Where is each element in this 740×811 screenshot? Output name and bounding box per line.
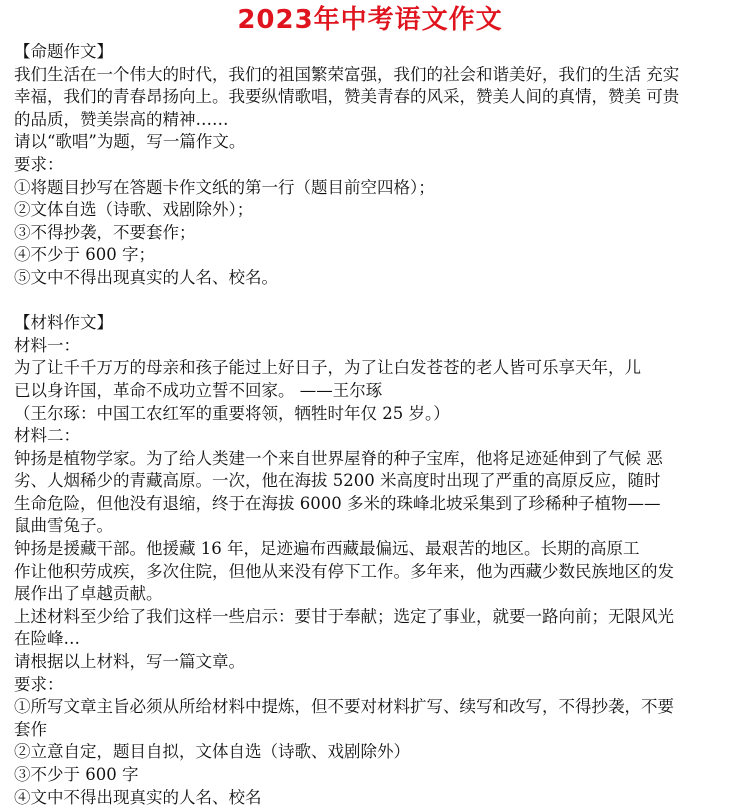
section-heading-topic-essay: 【命题作文】	[14, 42, 113, 61]
requirement-item: ④文中不得出现真实的人名、校名	[14, 787, 262, 807]
material-line: 生命危险，但他没有退缩，终于在海拔 6000 多米的珠峰北坡采集到了珍稀种子植物——	[14, 493, 661, 513]
material-line: 钟扬是植物学家。为了给人类建一个来自世界屋脊的种子宝库，他将足迹延伸到了气候 恶	[14, 448, 663, 468]
material-line: 钟扬是援藏干部。他援藏 16 年，足迹遍布西藏最偏远、最艰苦的地区。长期的高原工	[14, 539, 640, 559]
material-line: 鼠曲雪兔子。	[14, 516, 113, 536]
material-line: 已以身许国，革命不成功立誓不回家。 ——王尔琢	[14, 380, 383, 400]
material-line: 上述材料至少给了我们这样一些启示：要甘于奉献；选定了事业，就要一路向前；无限风光	[14, 606, 674, 626]
requirement-item: ②文体自选（诗歌、戏剧除外）；	[14, 200, 254, 220]
task-instruction: 请根据以上材料，写一篇文章。	[14, 652, 245, 672]
requirement-item: ①将题目抄写在答题卡作文纸的第一行（题目前空四格）；	[14, 177, 435, 197]
requirement-item: ④不少于 600 字；	[14, 245, 155, 265]
material-label: 材料一：	[14, 335, 80, 355]
material-line: 作让他积劳成疾，多次住院，但他从来没有停下工作。多年来，他为西藏少数民族地区的发	[14, 561, 674, 581]
section-heading-material-essay: 【材料作文】	[14, 313, 113, 333]
material-line: 在险峰…	[14, 629, 80, 649]
requirement-item: ①所写文章主旨必须从所给材料中提炼，但不要对材料扩写、续写和改写，不得抄袭，不要	[14, 697, 674, 717]
requirement-item: 套作	[14, 719, 47, 739]
requirement-item: ⑤文中不得出现真实的人名、校名。	[14, 267, 278, 287]
requirements-heading: 要求：	[14, 154, 64, 174]
material-label: 材料二：	[14, 426, 80, 446]
requirement-item: ③不得抄袭，不要套作；	[14, 222, 196, 242]
material-line: 展作出了卓越贡献。	[14, 584, 163, 604]
requirement-item: ③不少于 600 字	[14, 765, 139, 784]
material-line: 为了让千千万万的母亲和孩子能过上好日子，为了让白发苍苍的老人皆可乐享天年，儿	[14, 358, 641, 378]
prompt-line: 我们生活在一个伟大的时代，我们的祖国繁荣富强，我们的社会和谐美好，我们的生活 充实	[14, 64, 680, 84]
material-line: 劣、人烟稀少的青藏高原。一次，他在海拔 5200 米高度时出现了严重的高原反应，随时	[14, 471, 661, 491]
requirement-item: ②立意自定，题目自拟，文体自选（诗歌、戏剧除外）	[14, 742, 410, 762]
page-title: 2023年中考语文作文	[237, 5, 503, 35]
document-body	[14, 41, 736, 809]
section-spacer	[14, 290, 736, 313]
task-instruction: 请以“歌唱”为题，写一篇作文。	[14, 132, 246, 152]
material-line: （王尔琢：中国工农红军的重要将领，牺牲时年仅 25 岁。）	[14, 403, 450, 423]
prompt-line: 的品质，赞美崇高的精神……	[14, 109, 229, 129]
requirements-heading: 要求：	[14, 674, 64, 694]
prompt-line: 幸福，我们的青春昂扬向上。我要纵情歌唱，赞美青春的风采，赞美人间的真情，赞美 可贵	[14, 87, 680, 107]
